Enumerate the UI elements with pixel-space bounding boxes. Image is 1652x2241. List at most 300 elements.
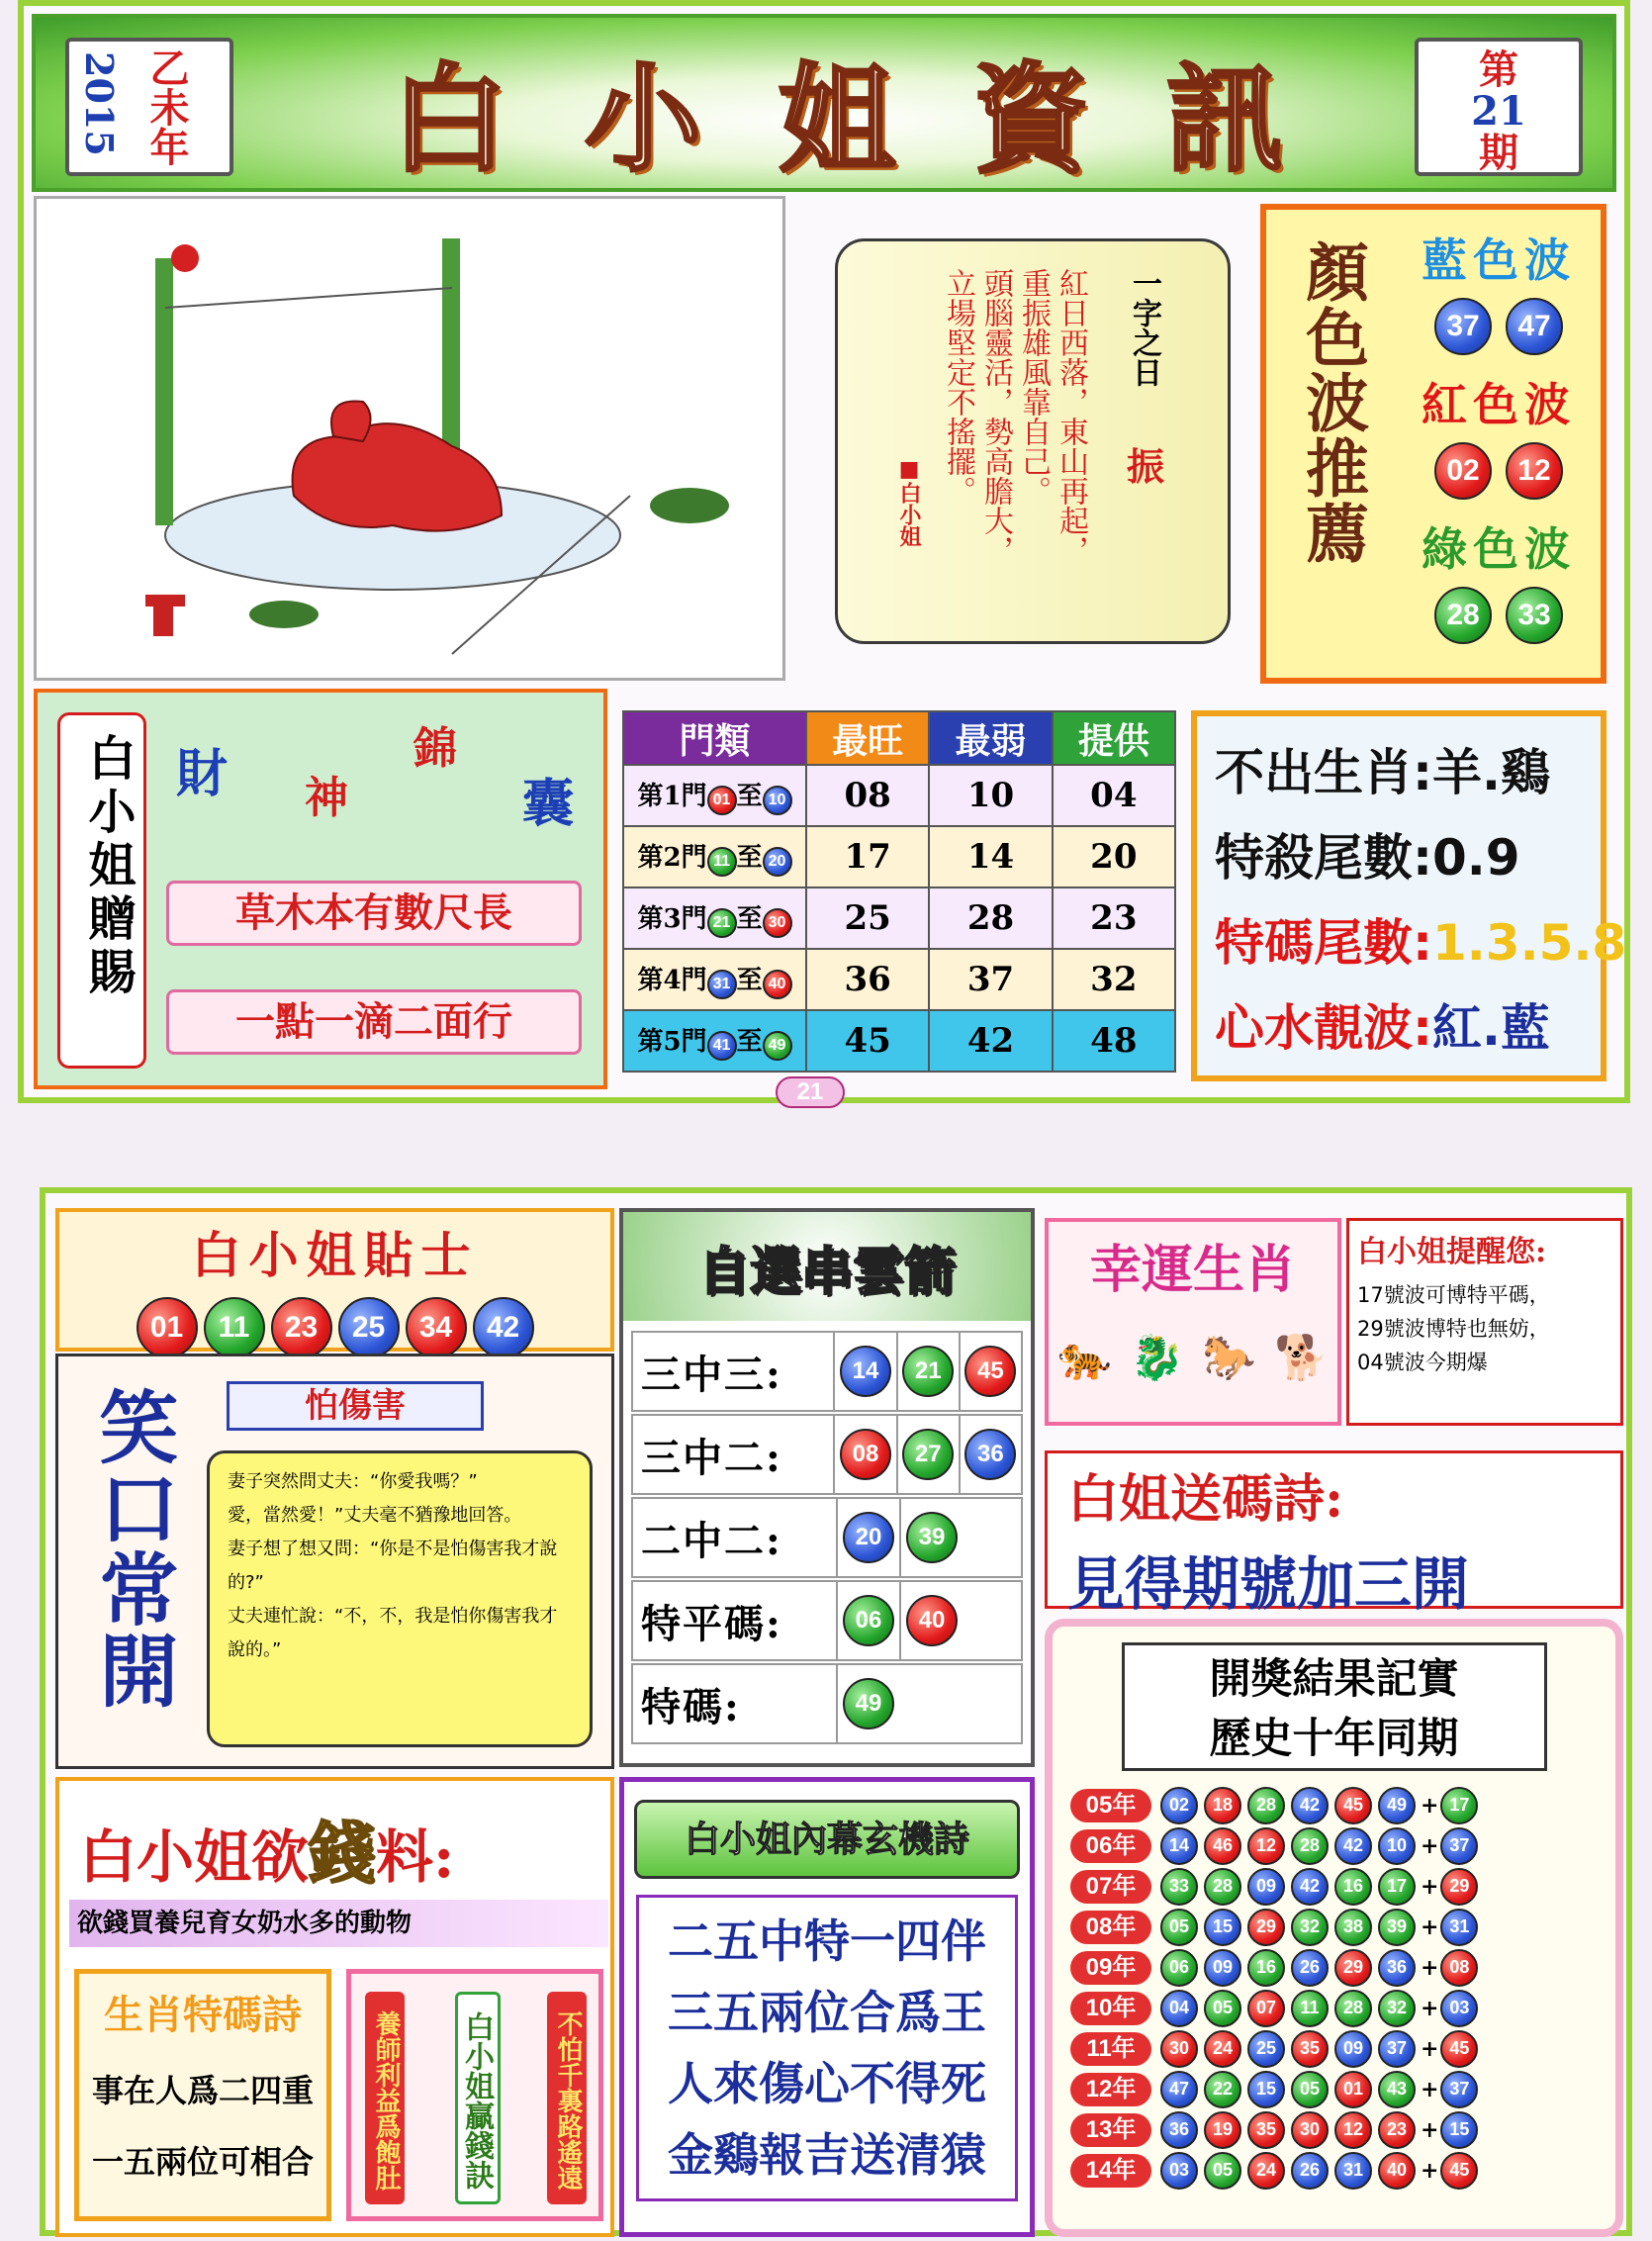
wave-ball: 47 [1506,298,1563,355]
gate-offer: 23 [1053,887,1175,949]
history-ball: 05 [1291,2071,1329,2108]
self-pick-ball: 39 [906,1512,958,1563]
tip-ball: 11 [204,1297,265,1358]
history-plus: + [1421,1954,1439,1981]
color-wave-title: 顏色波推薦 [1295,239,1369,566]
zodiac-poem-line: 事在人爲二四重 [91,2072,314,2109]
scroll-line: 頭腦靈活，勢高膽大， [978,268,1013,565]
gates-row [623,826,1175,887]
history-ball: 17 [1378,1868,1416,1906]
gate-hot: 08 [806,765,929,826]
history-ball: 38 [1334,1909,1372,1946]
zodiac-poem-line: 一五兩位可相合 [91,2143,314,2181]
history-ball: 18 [1204,1787,1241,1824]
gate-name: 第3門 [637,904,707,934]
history-year: 07年 [1070,1870,1151,1904]
self-pick-header [623,1212,1031,1321]
history-row [1070,1907,1598,1947]
gates-panel [622,710,1176,1086]
history-ball: 31 [1334,2152,1372,2190]
wave-ball: 37 [1434,298,1492,355]
history-row [1070,2150,1598,2191]
self-pick-ball: 27 [902,1429,954,1480]
history-year: 14年 [1070,2154,1151,2188]
history-ball: 28 [1247,1787,1285,1824]
tip-value: 羊.鷄 [1432,744,1550,801]
year-book [65,38,233,176]
reminder-line: 29號波博特也無妨， [1357,1317,1550,1341]
history-title-box [1122,1642,1547,1771]
history-ball: 23 [1378,2111,1416,2149]
history-ball: 46 [1204,1827,1241,1865]
history-special-ball: 29 [1440,1868,1478,1906]
gift-line: 草木本有數尺長 [166,881,582,946]
gate-hot: 25 [806,887,929,949]
history-ball: 40 [1378,2152,1416,2190]
self-pick-label: 三中三: [641,1351,782,1398]
joke-line: 妻子想了想又問：“你是不是怕傷害我才說的?” [228,1539,558,1593]
self-pick-ball: 08 [840,1429,891,1480]
history-ball: 24 [1204,2030,1241,2068]
history-special-ball: 15 [1440,2111,1478,2149]
self-pick-cell [833,1416,895,1493]
history-ball: 26 [1291,2152,1329,2190]
tip-ball: 23 [271,1297,332,1358]
wave-group-balls [1395,442,1603,500]
history-ball: 11 [1291,1990,1329,2027]
history-ball: 09 [1334,2030,1372,2068]
tip-value: 1.3.5.8 [1432,914,1627,972]
history-ball: 16 [1334,1868,1372,1906]
zodiac-poem [74,1969,331,2221]
self-pick-cell [833,1333,895,1410]
issue-book [1415,38,1583,176]
tip-label: 不出生肖: [1215,744,1432,801]
history-ball: 28 [1204,1868,1241,1906]
history-ball: 45 [1334,1787,1372,1824]
wave-group-name: 綠色波 [1422,522,1576,576]
self-pick-label: 特碼: [641,1683,741,1730]
gate-offer: 04 [1053,765,1175,826]
tiger-icon: 🐅 [1057,1333,1112,1383]
gate-joiner: 至 [736,904,763,934]
history-ball: 02 [1160,1787,1198,1824]
tip-label: 特碼尾數: [1215,914,1432,972]
dog-icon: 🐕 [1274,1333,1329,1383]
self-pick-ball: 21 [902,1346,954,1397]
gates-row [623,1010,1175,1072]
history-year: 09年 [1070,1951,1151,1985]
gate-to-ball: 10 [763,786,792,815]
gate-to-ball: 49 [763,1031,792,1061]
history-special-ball: 37 [1440,2071,1478,2108]
joke-side-title: 笑口常開 [86,1386,179,1711]
lucky-panel [1045,1218,1341,1426]
self-pick-row [631,1497,1023,1578]
history-row [1070,2109,1598,2150]
gift-char: 神 [305,773,348,823]
history-plus: + [1421,2157,1439,2184]
history-plus: + [1421,1832,1439,1859]
self-pick-cell [836,1499,899,1576]
history-ball: 29 [1334,1949,1372,1987]
gift-side [57,712,146,1069]
history-plus: + [1421,2035,1439,2062]
mini-columns [346,1969,603,2221]
tips-list [1197,716,1627,1084]
issue-label: 第 [1479,47,1518,93]
wave-group-name: 紅色波 [1422,378,1576,431]
self-pick-row [631,1663,1023,1744]
gates-row [623,765,1175,826]
history-ball: 05 [1204,2152,1241,2190]
self-pick-cell [959,1416,1021,1493]
history-row [1070,1988,1598,2028]
history-row [1070,1947,1598,1988]
gate-weak: 10 [929,765,1052,826]
self-pick-label: 特平碼: [641,1600,782,1647]
mini-column: 養師利益爲飽肚 [365,1992,405,2204]
tip-ball: 42 [473,1297,534,1358]
wave-ball: 33 [1506,587,1563,644]
tips-title-panel [55,1208,614,1352]
history-ball: 19 [1204,2111,1241,2149]
issue-number: 21 [1471,88,1526,135]
self-pick-ball: 45 [964,1346,1016,1397]
history-special-ball: 17 [1440,1787,1478,1824]
gate-from-ball: 01 [707,786,737,815]
tip-balls [59,1297,610,1358]
gate-name: 第2門 [637,843,707,873]
history-ball: 42 [1334,1827,1372,1865]
title-char: 資 [971,50,1089,188]
money-subtitle: 欲錢買養兒育女奶水多的動物 [69,1900,608,1947]
wave-ball: 12 [1506,442,1563,500]
gates-body [623,765,1175,1072]
money-big: 錢 [309,1815,377,1894]
gate-weak: 37 [929,949,1052,1010]
self-pick-panel [619,1208,1035,1767]
bottom-page [40,1187,1632,2236]
history-ball: 03 [1160,2152,1198,2190]
illustration-image [37,199,782,678]
gift-side-title: 白小姐贈賜 [80,733,136,1000]
top-page [18,0,1630,1103]
wave-group-name: 藍色波 [1422,233,1576,287]
gate-name: 第4門 [637,966,707,995]
money-heading [79,1801,454,1897]
money-panel [55,1777,614,2237]
history-ball: 01 [1334,2071,1372,2108]
history-ball: 24 [1247,2152,1285,2190]
history-ball: 32 [1291,1909,1329,1946]
gate-to-ball: 30 [763,908,792,938]
self-pick-cell [896,1416,959,1493]
gate-to-ball: 20 [763,847,792,877]
tip-row [1215,900,1627,985]
gates-row [623,949,1175,1010]
history-special-ball: 45 [1440,2030,1478,2068]
gate-offer: 48 [1053,1010,1175,1072]
history-special-ball: 03 [1440,1990,1478,2027]
inner-poem-line: 金鷄報吉送清猿 [668,2128,986,2182]
wave-ball: 28 [1434,587,1492,644]
gate-joiner: 至 [736,843,763,873]
history-plus: + [1421,1995,1439,2021]
self-pick-ball: 49 [843,1678,894,1729]
year-label: 乙未年 [143,47,190,166]
self-pick-ball: 14 [840,1346,891,1397]
title-banner [32,14,1616,192]
scroll-line: 立場堅定不搖擺。 [941,268,975,506]
history-ball: 28 [1334,1990,1372,2027]
tip-ball: 01 [137,1297,198,1358]
gate-joiner: 至 [736,966,763,995]
tips-panel [1191,710,1627,1081]
gate-range [623,826,806,887]
history-row [1070,1825,1598,1866]
history-ball: 12 [1247,1827,1285,1865]
inner-poem-body [636,1895,1018,2201]
self-pick-cell [899,1582,963,1659]
gate-from-ball: 21 [707,908,737,938]
poem-gift-title: 白姐送碼詩: [1067,1469,1344,1530]
self-pick-row [631,1331,1023,1412]
gates-header: 最弱 [929,711,1052,765]
joke-body [207,1450,593,1747]
history-ball: 35 [1247,2111,1285,2149]
history-row [1070,2069,1598,2109]
poem-gift-panel [1045,1450,1623,1618]
self-pick-row [631,1414,1023,1495]
history-year: 08年 [1070,1911,1151,1944]
issue-label: 期 [1479,130,1518,176]
history-special-ball: 31 [1440,1909,1478,1946]
tip-row [1215,730,1583,815]
inner-poem-line: 人來傷心不得死 [668,2057,986,2110]
tip-label: 特殺尾數: [1215,829,1432,887]
title-char: 白 [390,50,507,188]
color-wave-groups [1395,225,1603,658]
reminder-line: 04號波今期爆 [1357,1351,1488,1374]
gate-range [623,1010,806,1072]
self-pick-ball: 06 [843,1595,894,1646]
history-year: 05年 [1070,1789,1151,1822]
tip-value: 0.9 [1432,829,1520,887]
mini-column: 不怕千裏路遙遠 [547,1992,587,2204]
zodiac-poem-title: 生肖特碼詩 [104,1992,302,2038]
gate-offer: 32 [1053,949,1175,1010]
wave-ball: 02 [1434,442,1492,500]
title-char: 訊 [1165,50,1283,188]
history-panel [1045,1619,1623,2237]
scroll-line: 重振雄風靠自己。 [1016,268,1051,506]
gate-name: 第5門 [637,1027,707,1057]
gates-row [623,887,1175,949]
self-pick-rows [623,1321,1031,1756]
scroll-line: 紅日西落，東山再起， [1054,268,1088,565]
gift-line: 一點一滴二面行 [166,989,582,1055]
history-ball: 15 [1204,1909,1241,1946]
gate-hot: 36 [806,949,929,1010]
gate-range [623,887,806,949]
history-ball: 26 [1291,1949,1329,1987]
self-pick-cell [899,1499,963,1576]
self-pick-row [631,1580,1023,1661]
history-ball: 07 [1247,1990,1285,2027]
history-ball: 22 [1204,2071,1241,2108]
history-ball: 36 [1378,1949,1416,1987]
reminder-line: 17號波可博特平碼， [1357,1283,1550,1307]
history-year: 12年 [1070,2073,1151,2106]
tip-row [1215,985,1583,1071]
history-plus: + [1421,1873,1439,1900]
self-pick-title: 自選串雲箭 [697,1241,956,1302]
history-ball: 35 [1291,2030,1329,2068]
gate-range [623,765,806,826]
history-ball: 09 [1247,1868,1285,1906]
history-ball: 16 [1247,1949,1285,1987]
gates-header: 最旺 [806,711,929,765]
history-ball: 29 [1247,1909,1285,1946]
history-plus: + [1421,1792,1439,1819]
self-pick-cell [836,1665,899,1742]
history-ball: 10 [1378,1827,1416,1865]
gates-header: 提供 [1053,711,1175,765]
dragon-icon: 🐉 [1130,1333,1184,1383]
history-ball: 05 [1204,1990,1241,2027]
history-year: 10年 [1070,1992,1151,2025]
inner-poem-line: 三五兩位合爲王 [668,1986,986,2039]
history-title: 開獎結果記實 [1209,1654,1459,1703]
tip-label: 心水靚波: [1215,999,1432,1057]
scroll-head: 一字之日 [1127,268,1161,387]
history-subtitle: 歷史十年同期 [1209,1714,1459,1762]
poem-gift-line: 見得期號加三開 [1067,1550,1470,1618]
illustration-panel [34,196,785,681]
history-ball: 42 [1291,1787,1329,1824]
history-year: 06年 [1070,1829,1151,1863]
history-ball: 05 [1160,1909,1198,1946]
lucky-title: 幸運生肖 [1089,1240,1296,1300]
page-number: 21 [776,1076,845,1108]
history-ball: 36 [1160,2111,1198,2149]
inner-poem-panel [619,1777,1035,2237]
gift-char: 囊 [522,774,575,834]
history-ball: 32 [1378,1990,1416,2027]
lucky-animals [1049,1332,1337,1383]
history-ball: 47 [1160,2071,1198,2108]
history-year: 11年 [1070,2032,1151,2066]
self-pick-cell [959,1333,1021,1410]
money-suffix: 料: [376,1823,455,1891]
gates-header: 門類 [623,711,806,765]
title-char: 姐 [778,50,895,188]
reminder-panel [1346,1218,1623,1426]
history-ball: 30 [1291,2111,1329,2149]
history-ball: 28 [1291,1827,1329,1865]
inner-poem-title: 白小姐內幕玄機詩 [634,1800,1020,1879]
joke-title: 怕傷害 [227,1381,484,1431]
self-pick-cell [896,1333,959,1410]
history-plus: + [1421,1914,1439,1940]
scroll-panel [795,209,1260,674]
joke-line: 妻子突然問丈夫：“你愛我嗎？” [228,1471,478,1492]
gift-panel [34,689,607,1089]
history-ball: 06 [1160,1949,1198,1987]
inner-poem-line: 二五中特一四伴 [668,1914,986,1968]
history-ball: 37 [1378,2030,1416,2068]
tip-ball: 25 [338,1297,400,1358]
gate-to-ball: 40 [763,970,792,999]
money-prefix: 白小姐欲 [79,1823,310,1891]
reminder-body [1349,1276,1620,1381]
wave-group-balls [1395,298,1603,355]
wave-group-balls [1395,587,1603,644]
history-row [1070,2028,1598,2069]
gift-char: 錦 [413,723,457,774]
self-pick-ball: 20 [843,1512,894,1563]
history-ball: 43 [1378,2071,1416,2108]
gate-weak: 14 [929,826,1052,887]
self-pick-label: 二中二: [641,1517,782,1564]
history-plus: + [1421,2076,1439,2102]
reminder-title: 白小姐提醒您: [1357,1235,1547,1269]
joke-line: 丈夫連忙說：“不，不，我是怕你傷害我才說的。” [228,1606,558,1660]
history-ball: 09 [1204,1949,1241,1987]
gate-name: 第1門 [637,782,707,811]
gate-hot: 45 [806,1010,929,1072]
history-ball: 30 [1160,2030,1198,2068]
history-row [1070,1866,1598,1907]
gate-from-ball: 11 [707,847,737,877]
gates-table [622,710,1176,1073]
horse-icon: 🐎 [1202,1333,1256,1383]
color-wave-panel [1260,204,1606,684]
gift-char: 財 [176,744,229,804]
tip-ball: 34 [406,1297,467,1358]
gate-joiner: 至 [736,1027,763,1057]
gate-weak: 28 [929,887,1052,949]
mini-column: 白小姐贏錢訣 [455,1992,501,2204]
self-pick-cell [836,1582,899,1659]
self-pick-label: 三中二: [641,1434,782,1481]
joke-line: 愛，當然愛！”丈夫毫不猶豫地回答。 [228,1505,522,1526]
tip-row [1215,815,1583,900]
history-special-ball: 45 [1440,2152,1478,2190]
history-ball: 12 [1334,2111,1372,2149]
gate-weak: 42 [929,1010,1052,1072]
history-ball: 33 [1160,1868,1198,1906]
page-title [352,36,1322,188]
gate-hot: 17 [806,826,929,887]
self-pick-ball: 36 [964,1429,1016,1480]
history-year: 13年 [1070,2113,1151,2147]
history-ball: 39 [1378,1909,1416,1946]
tip-value: 紅.藍 [1432,999,1550,1057]
gate-joiner: 至 [736,782,763,811]
history-ball: 42 [1291,1868,1329,1906]
history-row [1070,1785,1598,1825]
year-number: 2015 [77,51,122,156]
tips-title: 白小姐貼士 [191,1226,479,1284]
history-ball: 49 [1378,1787,1416,1824]
history-ball: 25 [1247,2030,1285,2068]
joke-panel [55,1354,614,1769]
gate-from-ball: 31 [707,970,737,999]
history-ball: 04 [1160,1990,1198,2027]
history-plus: + [1421,2116,1439,2143]
